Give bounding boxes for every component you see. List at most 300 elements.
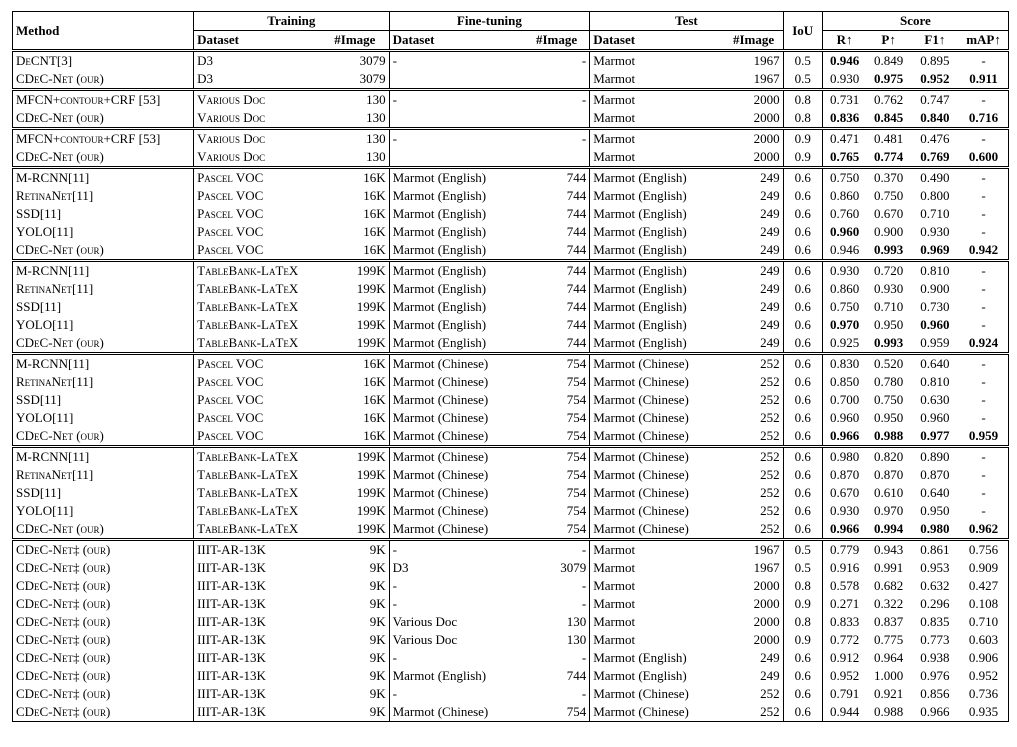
iou-cell: 0.6 (783, 447, 822, 467)
map-cell: 0.603 (959, 631, 1008, 649)
finetuning-nimage-cell: 744 (524, 168, 590, 188)
finetuning-dataset-cell: Marmot (English) (392, 188, 487, 203)
test-dataset-cell: Marmot (593, 596, 636, 611)
test-nimage-cell: 249 (725, 205, 784, 223)
training-nimage-cell: 199K (321, 280, 389, 298)
finetuning-nimage-cell: 754 (524, 502, 590, 520)
table-row (13, 90, 1009, 110)
test-nimage-cell: 2000 (725, 577, 784, 595)
map-cell: 0.716 (959, 109, 1008, 129)
training-nimage-cell: 199K (321, 298, 389, 316)
precision-cell: 0.520 (866, 354, 910, 374)
finetuning-nimage-cell (524, 148, 590, 168)
training-dataset-cell: TableBank-LaTeX (197, 521, 299, 536)
precision-cell: 0.710 (873, 299, 904, 314)
table-row (13, 51, 1009, 71)
recall-cell: 0.779 (822, 540, 866, 560)
finetuning-nimage-cell (524, 70, 590, 90)
method-cell: SSD[11] (13, 298, 194, 316)
recall-cell: 0.980 (822, 447, 866, 467)
test-dataset-cell: Marmot (Chinese) (590, 354, 725, 374)
finetuning-nimage-cell: 754 (524, 373, 590, 391)
map-cell: - (959, 205, 1008, 223)
training-nimage-cell: 9K (321, 577, 389, 595)
training-nimage-cell: 199K (321, 466, 389, 484)
table-row (13, 466, 1009, 484)
f1-cell: 0.632 (920, 578, 950, 593)
finetuning-dataset-cell: - (392, 686, 397, 701)
test-dataset-cell: Marmot (English) (590, 168, 725, 188)
training-dataset-cell: TableBank-LaTeX (197, 485, 299, 500)
finetuning-nimage-cell: - (524, 595, 590, 613)
iou-cell: 0.6 (783, 685, 822, 703)
training-nimage-cell: 199K (321, 261, 389, 281)
method-cell: DeCNT[3] (13, 51, 194, 71)
f1-cell: 0.952 (920, 71, 950, 86)
training-dataset-cell: TableBank-LaTeX (197, 503, 299, 518)
table-row (13, 649, 1009, 667)
iou-cell: 0.8 (783, 577, 822, 595)
table-row (13, 447, 1009, 467)
finetuning-dataset-cell: Marmot (English) (392, 299, 487, 314)
map-cell: - (959, 187, 1008, 205)
test-dataset-cell: Marmot (Chinese) (593, 485, 689, 500)
method-cell: CDeC-Net (our) (13, 70, 194, 90)
recall-cell: 0.916 (829, 560, 860, 575)
finetuning-dataset-cell: Marmot (Chinese) (392, 485, 489, 500)
table-row (13, 168, 1009, 188)
f1-cell: 0.890 (911, 447, 959, 467)
f1-cell: 0.950 (920, 503, 950, 518)
map-cell: - (959, 502, 1008, 520)
finetuning-nimage-cell: 754 (524, 703, 590, 722)
test-nimage-cell: 2000 (725, 148, 784, 168)
test-dataset-cell: Marmot (English) (593, 188, 687, 203)
finetuning-dataset-cell (389, 109, 524, 129)
test-nimage-cell: 249 (725, 298, 784, 316)
map-cell: - (959, 280, 1008, 298)
finetuning-dataset-cell: Marmot (English) (392, 281, 487, 296)
map-cell: - (959, 373, 1008, 391)
test-dataset-cell: Marmot (590, 540, 725, 560)
table-row (13, 577, 1009, 595)
recall-cell: 0.731 (822, 90, 866, 110)
map-cell: 0.924 (959, 334, 1008, 354)
table-row (13, 613, 1009, 631)
f1-cell: 0.710 (920, 206, 950, 221)
table-row (13, 484, 1009, 502)
precision-cell: 0.750 (873, 392, 904, 407)
table-row (13, 261, 1009, 281)
training-dataset-cell: Pascel VOC (197, 374, 264, 389)
precision-cell: 0.720 (866, 261, 910, 281)
f1-cell: 0.630 (920, 392, 950, 407)
test-nimage-cell: 252 (725, 703, 784, 722)
training-header: Training (194, 12, 390, 31)
iou-cell: 0.5 (783, 559, 822, 577)
training-dataset-cell: Pascel VOC (197, 224, 264, 239)
finetuning-nimage-cell: 754 (524, 391, 590, 409)
method-cell: CDeC-Net‡ (our) (13, 649, 194, 667)
finetuning-dataset-cell: Marmot (Chinese) (392, 392, 489, 407)
precision-cell: 0.762 (866, 90, 910, 110)
recall-cell: 0.700 (829, 392, 860, 407)
f1-cell: 0.640 (911, 354, 959, 374)
iou-cell: 0.5 (783, 70, 822, 90)
precision-cell: 0.481 (866, 129, 910, 149)
test-dataset-cell: Marmot (Chinese) (593, 686, 689, 701)
recall-cell: 0.772 (829, 632, 860, 647)
precision-cell: 1.000 (873, 668, 904, 683)
iou-cell: 0.6 (783, 168, 822, 188)
test-dataset-cell: Marmot (593, 578, 636, 593)
training-nimage-cell: 16K (321, 427, 389, 447)
test-nimage-cell: 252 (725, 685, 784, 703)
f1-cell: 0.960 (920, 317, 950, 332)
method-cell: MFCN+contour+CRF [53] (13, 129, 194, 149)
map-cell: - (959, 129, 1008, 149)
f1-cell: 0.895 (911, 51, 959, 71)
test-nimage-cell: 249 (725, 280, 784, 298)
map-cell: 0.756 (959, 540, 1008, 560)
table-row (13, 373, 1009, 391)
recall-cell: 0.966 (829, 428, 860, 443)
iou-cell: 0.8 (783, 109, 822, 129)
map-cell: 0.108 (959, 595, 1008, 613)
precision-cell: 0.610 (873, 485, 904, 500)
map-cell: - (959, 391, 1008, 409)
method-cell: CDeC-Net‡ (our) (13, 559, 194, 577)
iou-header: IoU (783, 12, 822, 51)
recall-cell: 0.670 (829, 485, 860, 500)
recall-header: R↑ (822, 31, 866, 51)
test-dataset-cell: Marmot (Chinese) (593, 410, 689, 425)
test-dataset-cell: Marmot (English) (593, 299, 687, 314)
map-cell: 0.909 (959, 559, 1008, 577)
training-nimage-cell: 9K (321, 540, 389, 560)
test-nimage-cell: 2000 (725, 129, 784, 149)
finetuning-nimage-cell: 754 (524, 409, 590, 427)
map-cell: 0.736 (959, 685, 1008, 703)
finetuning-nimage-cell: 744 (524, 334, 590, 354)
table-row (13, 187, 1009, 205)
f1-cell: 0.960 (920, 410, 950, 425)
test-dataset-cell: Marmot (Chinese) (593, 503, 689, 518)
table-row (13, 298, 1009, 316)
f1-cell: 0.953 (920, 560, 950, 575)
map-cell: - (959, 409, 1008, 427)
finetuning-nimage-cell: 754 (524, 520, 590, 540)
precision-cell: 0.975 (873, 71, 904, 86)
map-header: mAP↑ (959, 31, 1008, 51)
iou-cell: 0.9 (783, 129, 822, 149)
training-dataset-cell: Pascel VOC (197, 410, 264, 425)
finetuning-dataset-cell: Marmot (English) (392, 668, 487, 683)
method-cell: MFCN+contour+CRF [53] (13, 90, 194, 110)
table-body (13, 51, 1009, 722)
f1-cell: 0.640 (920, 485, 950, 500)
test-dataset-cell: Marmot (593, 149, 636, 164)
precision-cell: 0.774 (873, 149, 904, 164)
table-row (13, 334, 1009, 354)
test-dataset-cell: Marmot (English) (593, 650, 687, 665)
test-dataset-cell: Marmot (Chinese) (593, 521, 689, 536)
training-nimage-cell: 9K (321, 649, 389, 667)
test-dataset-cell: Marmot (Chinese) (590, 703, 725, 722)
finetuning-nimage-cell: 3079 (524, 559, 590, 577)
table-row (13, 540, 1009, 560)
map-cell: 0.962 (959, 520, 1008, 540)
iou-cell: 0.9 (783, 148, 822, 168)
training-dataset-cell: IIIT-AR-13K (197, 668, 266, 683)
finetuning-nimage-cell (524, 109, 590, 129)
precision-cell: 0.845 (873, 110, 904, 125)
training-dataset-cell: TableBank-LaTeX (197, 299, 299, 314)
finetuning-nimage-cell: 754 (524, 354, 590, 374)
recall-cell: 0.833 (829, 614, 860, 629)
iou-cell: 0.6 (783, 703, 822, 722)
finetuning-dataset-cell: Marmot (Chinese) (389, 354, 524, 374)
finetuning-dataset-cell: Marmot (English) (392, 224, 487, 239)
method-cell: SSD[11] (13, 391, 194, 409)
test-nimage-cell: 252 (725, 484, 784, 502)
method-cell: CDeC-Net (our) (13, 334, 194, 354)
table-row (13, 316, 1009, 334)
precision-cell: 0.837 (873, 614, 904, 629)
finetuning-dataset-cell: Marmot (English) (392, 206, 487, 221)
method-cell: CDeC-Net‡ (our) (13, 613, 194, 631)
test-nimage-cell: 2000 (725, 613, 784, 631)
precision-cell: 0.370 (866, 168, 910, 188)
training-dataset-cell: Pascel VOC (197, 242, 264, 257)
table-row (13, 70, 1009, 90)
map-cell: - (959, 51, 1008, 71)
training-dataset-cell: Various Doc (197, 149, 266, 164)
training-nimage-cell: 199K (321, 334, 389, 354)
f1-cell: 0.730 (920, 299, 950, 314)
precision-cell: 0.993 (873, 335, 904, 350)
method-cell: SSD[11] (13, 484, 194, 502)
method-cell: CDeC-Net‡ (our) (13, 667, 194, 685)
iou-cell: 0.6 (783, 409, 822, 427)
precision-cell: 0.921 (873, 686, 904, 701)
training-nimage-cell: 199K (321, 316, 389, 334)
iou-cell: 0.9 (783, 595, 822, 613)
map-cell: 0.710 (959, 613, 1008, 631)
f1-cell: 0.476 (911, 129, 959, 149)
recall-cell: 0.860 (829, 281, 860, 296)
finetuning-nimage-cell: 754 (524, 484, 590, 502)
method-cell: RetinaNet[11] (13, 280, 194, 298)
iou-cell: 0.5 (783, 51, 822, 71)
method-cell: RetinaNet[11] (13, 466, 194, 484)
test-dataset-cell: Marmot (Chinese) (590, 447, 725, 467)
table-row (13, 667, 1009, 685)
map-cell: - (959, 90, 1008, 110)
test-nimage-cell: 1967 (725, 540, 784, 560)
test-dataset-cell: Marmot (593, 71, 636, 86)
training-nimage-cell: 130 (321, 148, 389, 168)
test-nimage-header: #Image (725, 31, 784, 51)
finetuning-nimage-cell: 744 (524, 205, 590, 223)
test-nimage-cell: 249 (725, 667, 784, 685)
training-dataset-cell: Various Doc (197, 110, 266, 125)
finetuning-nimage-cell: 754 (524, 427, 590, 447)
iou-cell: 0.6 (783, 484, 822, 502)
f1-cell: 0.490 (911, 168, 959, 188)
f1-header: F1↑ (911, 31, 959, 51)
test-nimage-cell: 249 (725, 261, 784, 281)
precision-cell: 0.750 (873, 188, 904, 203)
training-nimage-cell: 9K (321, 559, 389, 577)
training-dataset-cell: IIIT-AR-13K (197, 686, 266, 701)
header-row-top (13, 12, 1009, 31)
table-row (13, 502, 1009, 520)
finetuning-dataset-cell (389, 70, 524, 90)
training-nimage-cell: 199K (321, 484, 389, 502)
method-cell: CDeC-Net‡ (our) (13, 685, 194, 703)
f1-cell: 0.769 (920, 149, 950, 164)
test-nimage-cell: 252 (725, 391, 784, 409)
finetuning-dataset-cell: Marmot (English) (389, 168, 524, 188)
method-cell: CDeC-Net‡ (our) (13, 595, 194, 613)
map-cell: - (959, 484, 1008, 502)
map-cell: - (959, 168, 1008, 188)
finetuning-nimage-cell: 744 (524, 298, 590, 316)
iou-cell: 0.6 (783, 354, 822, 374)
test-nimage-cell: 1967 (725, 559, 784, 577)
test-nimage-cell: 1967 (725, 51, 784, 71)
recall-cell: 0.912 (829, 650, 860, 665)
method-cell: CDeC-Net‡ (our) (13, 577, 194, 595)
finetuning-dataset-cell (389, 148, 524, 168)
finetuning-dataset-cell: D3 (392, 560, 409, 575)
map-cell: 0.911 (959, 70, 1008, 90)
finetuning-nimage-cell: - (524, 129, 590, 149)
training-dataset-cell: IIIT-AR-13K (197, 596, 266, 611)
iou-cell: 0.6 (783, 427, 822, 447)
finetuning-nimage-cell: - (524, 649, 590, 667)
training-dataset-cell: Various Doc (194, 129, 322, 149)
training-nimage-cell: 9K (321, 613, 389, 631)
test-nimage-cell: 252 (725, 466, 784, 484)
recall-cell: 0.836 (829, 110, 860, 125)
test-nimage-cell: 252 (725, 409, 784, 427)
finetuning-dataset-cell: Marmot (Chinese) (392, 467, 489, 482)
test-dataset-cell: Marmot (590, 51, 725, 71)
f1-cell: 0.840 (920, 110, 950, 125)
precision-cell: 0.820 (866, 447, 910, 467)
recall-cell: 0.471 (822, 129, 866, 149)
training-nimage-cell: 16K (321, 223, 389, 241)
score-header: Score (822, 12, 1008, 31)
test-dataset-cell: Marmot (Chinese) (593, 374, 689, 389)
recall-cell: 0.760 (829, 206, 860, 221)
test-nimage-cell: 252 (725, 502, 784, 520)
f1-cell: 0.773 (920, 632, 950, 647)
finetuning-dataset-cell: Various Doc (392, 632, 458, 647)
training-nimage-cell: 16K (321, 373, 389, 391)
recall-cell: 0.966 (829, 521, 860, 536)
method-cell: M-RCNN[11] (13, 447, 194, 467)
test-nimage-cell: 2000 (725, 631, 784, 649)
training-nimage-cell: 3079 (321, 70, 389, 90)
table-row (13, 223, 1009, 241)
test-dataset-cell: Marmot (590, 129, 725, 149)
method-cell: RetinaNet[11] (13, 187, 194, 205)
finetuning-nimage-cell: 744 (524, 223, 590, 241)
test-nimage-cell: 249 (725, 334, 784, 354)
test-nimage-cell: 2000 (725, 109, 784, 129)
finetuning-nimage-header: #Image (524, 31, 590, 51)
map-cell: - (959, 447, 1008, 467)
map-cell: - (959, 466, 1008, 484)
method-cell: CDeC-Net‡ (our) (13, 703, 194, 722)
precision-cell: 0.994 (873, 521, 904, 536)
table-row (13, 148, 1009, 168)
f1-cell: 0.835 (920, 614, 950, 629)
training-nimage-cell: 199K (321, 447, 389, 467)
method-cell: M-RCNN[11] (13, 354, 194, 374)
test-header: Test (590, 12, 783, 31)
training-dataset-cell: Pascel VOC (197, 392, 264, 407)
iou-cell: 0.6 (783, 334, 822, 354)
f1-cell: 0.810 (920, 374, 950, 389)
training-nimage-cell: 199K (321, 502, 389, 520)
recall-cell: 0.750 (829, 299, 860, 314)
test-dataset-cell: Marmot (593, 560, 636, 575)
finetuning-dataset-cell: Marmot (English) (392, 317, 487, 332)
method-cell: YOLO[11] (13, 502, 194, 520)
method-cell: YOLO[11] (13, 409, 194, 427)
method-cell: CDeC-Net‡ (our) (13, 631, 194, 649)
training-dataset-cell: IIIT-AR-13K (197, 614, 266, 629)
finetuning-nimage-cell: - (524, 685, 590, 703)
method-cell: SSD[11] (13, 205, 194, 223)
finetuning-nimage-cell: - (524, 51, 590, 71)
precision-cell: 0.991 (873, 560, 904, 575)
iou-cell: 0.6 (783, 466, 822, 484)
finetuning-dataset-cell: Marmot (Chinese) (392, 503, 489, 518)
recall-cell: 0.830 (822, 354, 866, 374)
test-nimage-cell: 249 (725, 316, 784, 334)
training-dataset-cell: TableBank-LaTeX (197, 281, 299, 296)
finetuning-nimage-cell: - (524, 577, 590, 595)
recall-cell: 0.860 (829, 188, 860, 203)
method-cell: RetinaNet[11] (13, 373, 194, 391)
training-dataset-cell: TableBank-LaTeX (194, 447, 322, 467)
training-dataset-cell: IIIT-AR-13K (197, 650, 266, 665)
training-dataset-cell: Various Doc (194, 90, 322, 110)
finetuning-nimage-cell: 744 (524, 667, 590, 685)
map-cell: 0.952 (959, 667, 1008, 685)
method-cell: YOLO[11] (13, 316, 194, 334)
precision-cell: 0.670 (873, 206, 904, 221)
table-row (13, 685, 1009, 703)
recall-cell: 0.850 (829, 374, 860, 389)
training-dataset-cell: TableBank-LaTeX (197, 317, 299, 332)
precision-cell: 0.322 (873, 596, 904, 611)
f1-cell: 0.959 (920, 335, 950, 350)
table-row (13, 391, 1009, 409)
finetuning-dataset-cell: Marmot (Chinese) (389, 703, 524, 722)
finetuning-dataset-cell: Marmot (English) (392, 335, 487, 350)
recall-cell: 0.960 (829, 410, 860, 425)
finetuning-dataset-cell: Marmot (Chinese) (392, 428, 489, 443)
precision-header: P↑ (866, 31, 910, 51)
test-dataset-cell: Marmot (English) (593, 281, 687, 296)
iou-cell: 0.6 (783, 667, 822, 685)
